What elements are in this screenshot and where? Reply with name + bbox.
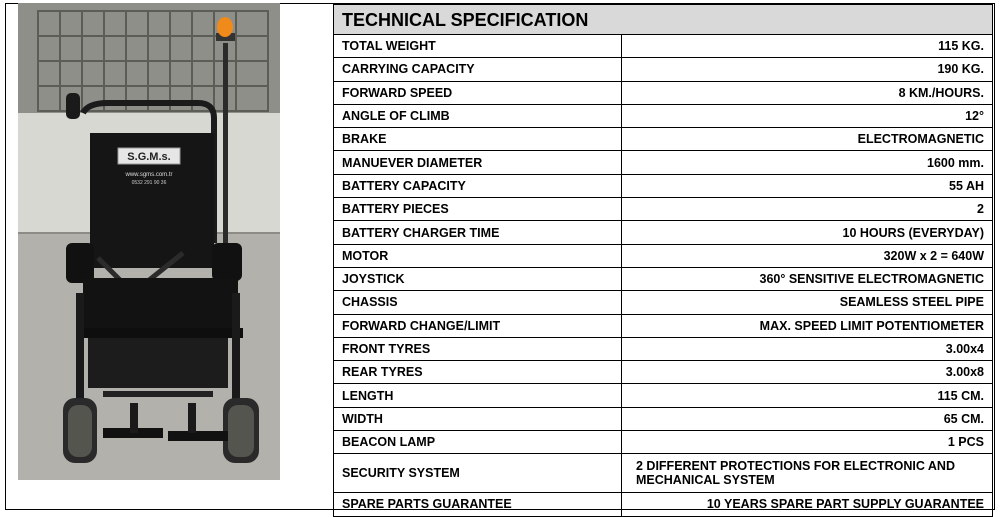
spec-label: CARRYING CAPACITY bbox=[334, 58, 622, 81]
table-row bbox=[334, 431, 993, 454]
spec-label: FORWARD SPEED bbox=[334, 81, 622, 104]
spec-label: MANUEVER DIAMETER bbox=[334, 151, 622, 174]
table-row bbox=[334, 454, 993, 493]
spec-value: SEAMLESS STEEL PIPE bbox=[622, 291, 993, 314]
spec-value: 55 AH bbox=[622, 174, 993, 197]
spec-label: MOTOR bbox=[334, 244, 622, 267]
spec-value: 12° bbox=[622, 104, 993, 127]
technical-specification-table bbox=[333, 4, 993, 517]
spec-value: 10 YEARS SPARE PART SUPPLY GUARANTEE bbox=[622, 493, 993, 516]
table-row bbox=[334, 104, 993, 127]
phone-label: 0532 291 90 36 bbox=[131, 180, 167, 186]
spec-label: BATTERY CHARGER TIME bbox=[334, 221, 622, 244]
website-label: www.sgms.com.tr bbox=[125, 172, 173, 178]
spec-value: 3.00x8 bbox=[622, 361, 993, 384]
table-row bbox=[334, 221, 993, 244]
spec-label: SECURITY SYSTEM bbox=[334, 454, 622, 493]
spec-value: 190 KG. bbox=[622, 58, 993, 81]
spec-value: 115 KG. bbox=[622, 35, 993, 58]
spec-value: 8 KM./HOURS. bbox=[622, 81, 993, 104]
spec-value: 360° SENSITIVE ELECTROMAGNETIC bbox=[622, 267, 993, 290]
table-row bbox=[334, 151, 993, 174]
spec-label: BATTERY PIECES bbox=[334, 198, 622, 221]
table-row bbox=[334, 337, 993, 360]
spec-label: CHASSIS bbox=[334, 291, 622, 314]
spec-label: ANGLE OF CLIMB bbox=[334, 104, 622, 127]
spec-label: BEACON LAMP bbox=[334, 431, 622, 454]
spec-value: 1600 mm. bbox=[622, 151, 993, 174]
spec-value: 2 DIFFERENT PROTECTIONS FOR ELECTRONIC AND MECHANICAL SYSTEM bbox=[622, 454, 993, 493]
table-row bbox=[334, 361, 993, 384]
spec-value: ELECTROMAGNETIC bbox=[622, 128, 993, 151]
spec-label: FORWARD CHANGE/LIMIT bbox=[334, 314, 622, 337]
spec-label: FRONT TYRES bbox=[334, 337, 622, 360]
spec-value: 3.00x4 bbox=[622, 337, 993, 360]
brand-plate: S.G.M.s. bbox=[127, 151, 171, 163]
table-row bbox=[334, 58, 993, 81]
spec-value: 2 bbox=[622, 198, 993, 221]
wheelchair-photo bbox=[18, 3, 280, 480]
spec-label: TOTAL WEIGHT bbox=[334, 35, 622, 58]
spec-value: 115 CM. bbox=[622, 384, 993, 407]
table-title: TECHNICAL SPECIFICATION bbox=[334, 5, 993, 35]
spec-label: SPARE PARTS GUARANTEE bbox=[334, 493, 622, 516]
electric-wheelchair-image bbox=[18, 3, 280, 480]
table-row bbox=[334, 244, 993, 267]
spec-label: WIDTH bbox=[334, 407, 622, 430]
spec-label: BRAKE bbox=[334, 128, 622, 151]
spec-value: 320W x 2 = 640W bbox=[622, 244, 993, 267]
table-row bbox=[334, 267, 993, 290]
spec-value: 65 CM. bbox=[622, 407, 993, 430]
table-row bbox=[334, 384, 993, 407]
table-row bbox=[334, 81, 993, 104]
spec-label: JOYSTICK bbox=[334, 267, 622, 290]
spec-value: MAX. SPEED LIMIT POTENTIOMETER bbox=[622, 314, 993, 337]
spec-label: LENGTH bbox=[334, 384, 622, 407]
table-row bbox=[334, 407, 993, 430]
spec-label: BATTERY CAPACITY bbox=[334, 174, 622, 197]
table-row bbox=[334, 291, 993, 314]
table-row bbox=[334, 174, 993, 197]
spec-value: 10 HOURS (EVERYDAY) bbox=[622, 221, 993, 244]
table-row bbox=[334, 128, 993, 151]
table-row bbox=[334, 314, 993, 337]
spec-value: 1 PCS bbox=[622, 431, 993, 454]
table-row bbox=[334, 35, 993, 58]
spec-label: REAR TYRES bbox=[334, 361, 622, 384]
table-row bbox=[334, 198, 993, 221]
